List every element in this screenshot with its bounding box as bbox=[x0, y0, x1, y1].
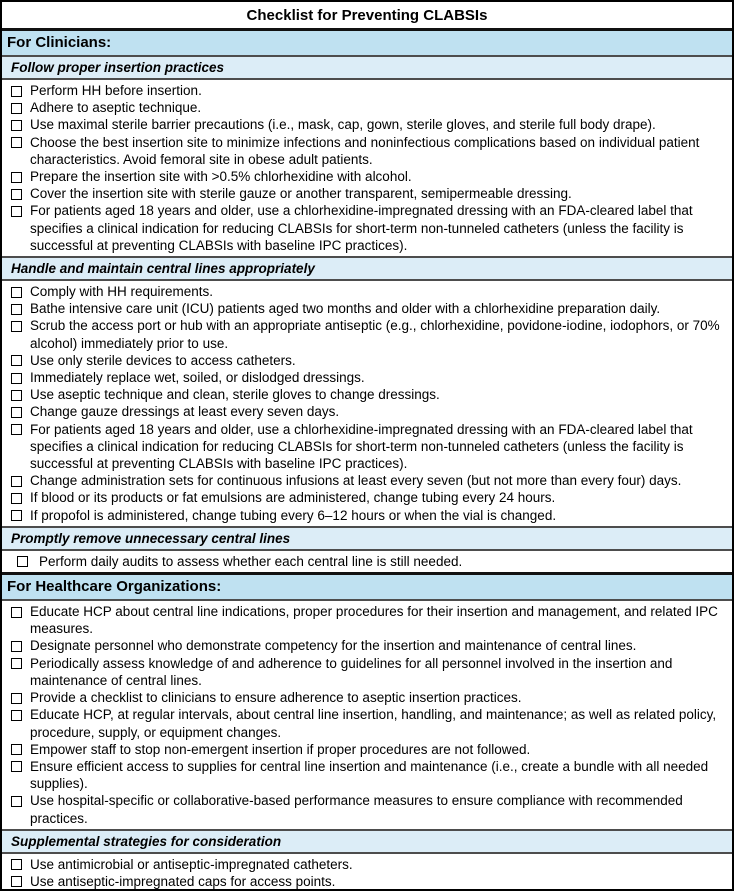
checklist-item bbox=[2, 856, 726, 873]
checkbox-icon[interactable] bbox=[11, 424, 22, 435]
checkbox-icon[interactable] bbox=[11, 510, 22, 521]
items-group bbox=[2, 599, 732, 829]
items-group bbox=[2, 78, 732, 256]
checkbox-icon[interactable] bbox=[11, 693, 22, 704]
section-header-0: For Clinicians: bbox=[2, 28, 732, 55]
checklist-item-label: Educate HCP about central line indications, proper procedures for their insertion and management, and related IPC measures. bbox=[30, 604, 718, 637]
page-title: Checklist for Preventing CLABSIs bbox=[2, 2, 732, 28]
items-group bbox=[2, 852, 732, 891]
checklist-item-label: Ensure efficient access to supplies for central line insertion and maintenance (i.e., create a bundle with all needed supplies). bbox=[30, 758, 709, 792]
checklist-item-label: Designate personnel who demonstrate competency for the insertion and maintenance of central lines. bbox=[30, 638, 637, 654]
checklist-item bbox=[2, 706, 726, 740]
checklist-item bbox=[2, 507, 726, 524]
checkbox-icon[interactable] bbox=[11, 658, 22, 669]
checkbox-icon[interactable] bbox=[11, 172, 22, 183]
checkbox-icon[interactable] bbox=[11, 761, 22, 772]
checklist-item bbox=[2, 300, 726, 317]
checklist-item-label: Scrub the access port or hub with an appropriate antiseptic (e.g., chlorhexidine, povidone-iodine, iodophors, or 70% alcohol) immediately prior to use. bbox=[30, 318, 720, 351]
checkbox-icon[interactable] bbox=[11, 137, 22, 148]
checklist-item-label: Comply with HH requirements. bbox=[30, 284, 214, 300]
checklist-item-label: Change gauze dressings at least every seven days. bbox=[30, 404, 340, 420]
checkbox-icon[interactable] bbox=[11, 321, 22, 332]
checkbox-icon[interactable] bbox=[11, 189, 22, 200]
checkbox-icon[interactable] bbox=[11, 407, 22, 418]
checkbox-icon[interactable] bbox=[11, 287, 22, 298]
checklist-item-label: Immediately replace wet, soiled, or dislodged dressings. bbox=[30, 370, 365, 386]
checklist-item-label: Use maximal sterile barrier precautions (i.e., mask, cap, gown, sterile gloves, and sterile full body drape). bbox=[30, 117, 656, 133]
checklist-item bbox=[2, 168, 726, 185]
checkbox-icon[interactable] bbox=[11, 206, 22, 217]
checkbox-icon[interactable] bbox=[11, 120, 22, 131]
checklist-item-label: Educate HCP, at regular intervals, about central line insertion, handling, and maintenance; as well as related policy, procedure, supply, or equipment changes. bbox=[30, 707, 717, 740]
checkbox-icon[interactable] bbox=[11, 710, 22, 721]
checklist-item bbox=[2, 637, 726, 654]
checklist-item bbox=[2, 553, 726, 570]
checkbox-icon[interactable] bbox=[11, 859, 22, 870]
checkbox-icon[interactable] bbox=[11, 373, 22, 384]
section-header-1: For Healthcare Organizations: bbox=[2, 572, 732, 599]
checklist-item-label: If propofol is administered, change tubing every 6–12 hours or when the vial is changed. bbox=[30, 507, 557, 523]
checklist-item bbox=[2, 403, 726, 420]
checklist-item bbox=[2, 99, 726, 116]
checklist-item-label: Prepare the insertion site with >0.5% chlorhexidine with alcohol. bbox=[30, 169, 412, 185]
checklist-item bbox=[2, 873, 726, 890]
checklist-item-label: Use antiseptic-impregnated caps for access points. bbox=[30, 873, 336, 889]
items-group bbox=[2, 549, 732, 572]
checkbox-icon[interactable] bbox=[11, 876, 22, 887]
checklist-body bbox=[2, 28, 732, 891]
checkbox-icon[interactable] bbox=[11, 607, 22, 618]
checkbox-icon[interactable] bbox=[11, 355, 22, 366]
checklist-item-label: Periodically assess knowledge of and adherence to guidelines for all personnel involved in the insertion and maintenance of central lines. bbox=[30, 655, 673, 688]
checklist-item-label: If blood or its products or fat emulsions are administered, change tubing every 24 hours. bbox=[30, 490, 556, 506]
checklist-item-label: For patients aged 18 years and older, use a chlorhexidine-impregnated dressing with an FDA-cleared label that specifies a clinical indication for reducing CLABSIs for short-term non-tunneled catheters (unless the facility is successful at preventing CLABSIs with baseline IPC practices). bbox=[30, 203, 693, 253]
checklist-item-label: Bathe intensive care unit (ICU) patients aged two months and older with a chlorhexidine preparation daily. bbox=[30, 301, 661, 317]
checklist-item bbox=[2, 283, 726, 300]
checklist-item bbox=[2, 185, 726, 202]
checkbox-icon[interactable] bbox=[11, 744, 22, 755]
checklist-item bbox=[2, 352, 726, 369]
checkbox-icon[interactable] bbox=[11, 390, 22, 401]
checklist-item bbox=[2, 386, 726, 403]
checkbox-icon[interactable] bbox=[11, 641, 22, 652]
checklist-item-label: Use aseptic technique and clean, sterile gloves to change dressings. bbox=[30, 387, 440, 403]
checklist-item-label: Choose the best insertion site to minimize infections and noninfectious complications based on individual patient characteristics. Avoid femoral site in obese adult patients. bbox=[30, 134, 700, 167]
checklist-item-label: Use hospital-specific or collaborative-based performance measures to ensure compliance with recommended practices. bbox=[30, 793, 683, 826]
checklist-item bbox=[2, 134, 726, 168]
checkbox-icon[interactable] bbox=[17, 556, 28, 567]
checklist-item-label: For patients aged 18 years and older, use a chlorhexidine-impregnated dressing with an FDA-cleared label that specifies a clinical indication for reducing CLABSIs for short-term non-tunneled catheters (unless the facility is successful at preventing CLABSIs with baseline IPC practices). bbox=[30, 421, 693, 472]
checklist-item-label: Adhere to aseptic technique. bbox=[30, 100, 202, 116]
group-header: Supplemental strategies for consideration bbox=[2, 829, 732, 852]
checklist-item bbox=[2, 369, 726, 386]
checkbox-icon[interactable] bbox=[11, 493, 22, 504]
checklist-item-label: Perform daily audits to assess whether each central line is still needed. bbox=[39, 553, 463, 569]
checklist-item bbox=[2, 758, 726, 792]
checkbox-icon[interactable] bbox=[11, 476, 22, 487]
group-header: Handle and maintain central lines appropriately bbox=[2, 256, 732, 279]
items-group bbox=[2, 279, 732, 526]
checklist-item bbox=[2, 792, 726, 826]
checklist-item-label: Change administration sets for continuous infusions at least every seven (but not more than every four) days. bbox=[30, 473, 682, 489]
group-header: Follow proper insertion practices bbox=[2, 55, 732, 78]
checklist-item bbox=[2, 741, 726, 758]
group-header: Promptly remove unnecessary central lines bbox=[2, 526, 732, 549]
checkbox-icon[interactable] bbox=[11, 796, 22, 807]
checklist-item bbox=[2, 472, 726, 489]
checklist-item-label: Empower staff to stop non-emergent insertion if proper procedures are not followed. bbox=[30, 741, 531, 757]
checklist-item bbox=[2, 116, 726, 133]
checklist-item bbox=[2, 603, 726, 637]
checklist-item bbox=[2, 489, 726, 506]
checkbox-icon[interactable] bbox=[11, 86, 22, 97]
checklist-item bbox=[2, 317, 726, 351]
checklist-item bbox=[2, 421, 726, 473]
checklist-item bbox=[2, 82, 726, 99]
checklist-item-label: Use only sterile devices to access catheters. bbox=[30, 352, 296, 368]
checklist-item bbox=[2, 655, 726, 689]
checklist-item-label: Use antimicrobial or antiseptic-impregnated catheters. bbox=[30, 856, 353, 872]
checklist-item bbox=[2, 202, 726, 254]
checkbox-icon[interactable] bbox=[11, 103, 22, 114]
checklist-item-label: Cover the insertion site with sterile gauze or another transparent, semipermeable dressing. bbox=[30, 186, 572, 202]
checklist-item-label: Perform HH before insertion. bbox=[30, 83, 202, 98]
checklist-item-label: Provide a checklist to clinicians to ensure adherence to aseptic insertion practices. bbox=[30, 690, 522, 706]
checklist-item bbox=[2, 689, 726, 706]
checkbox-icon[interactable] bbox=[11, 304, 22, 315]
